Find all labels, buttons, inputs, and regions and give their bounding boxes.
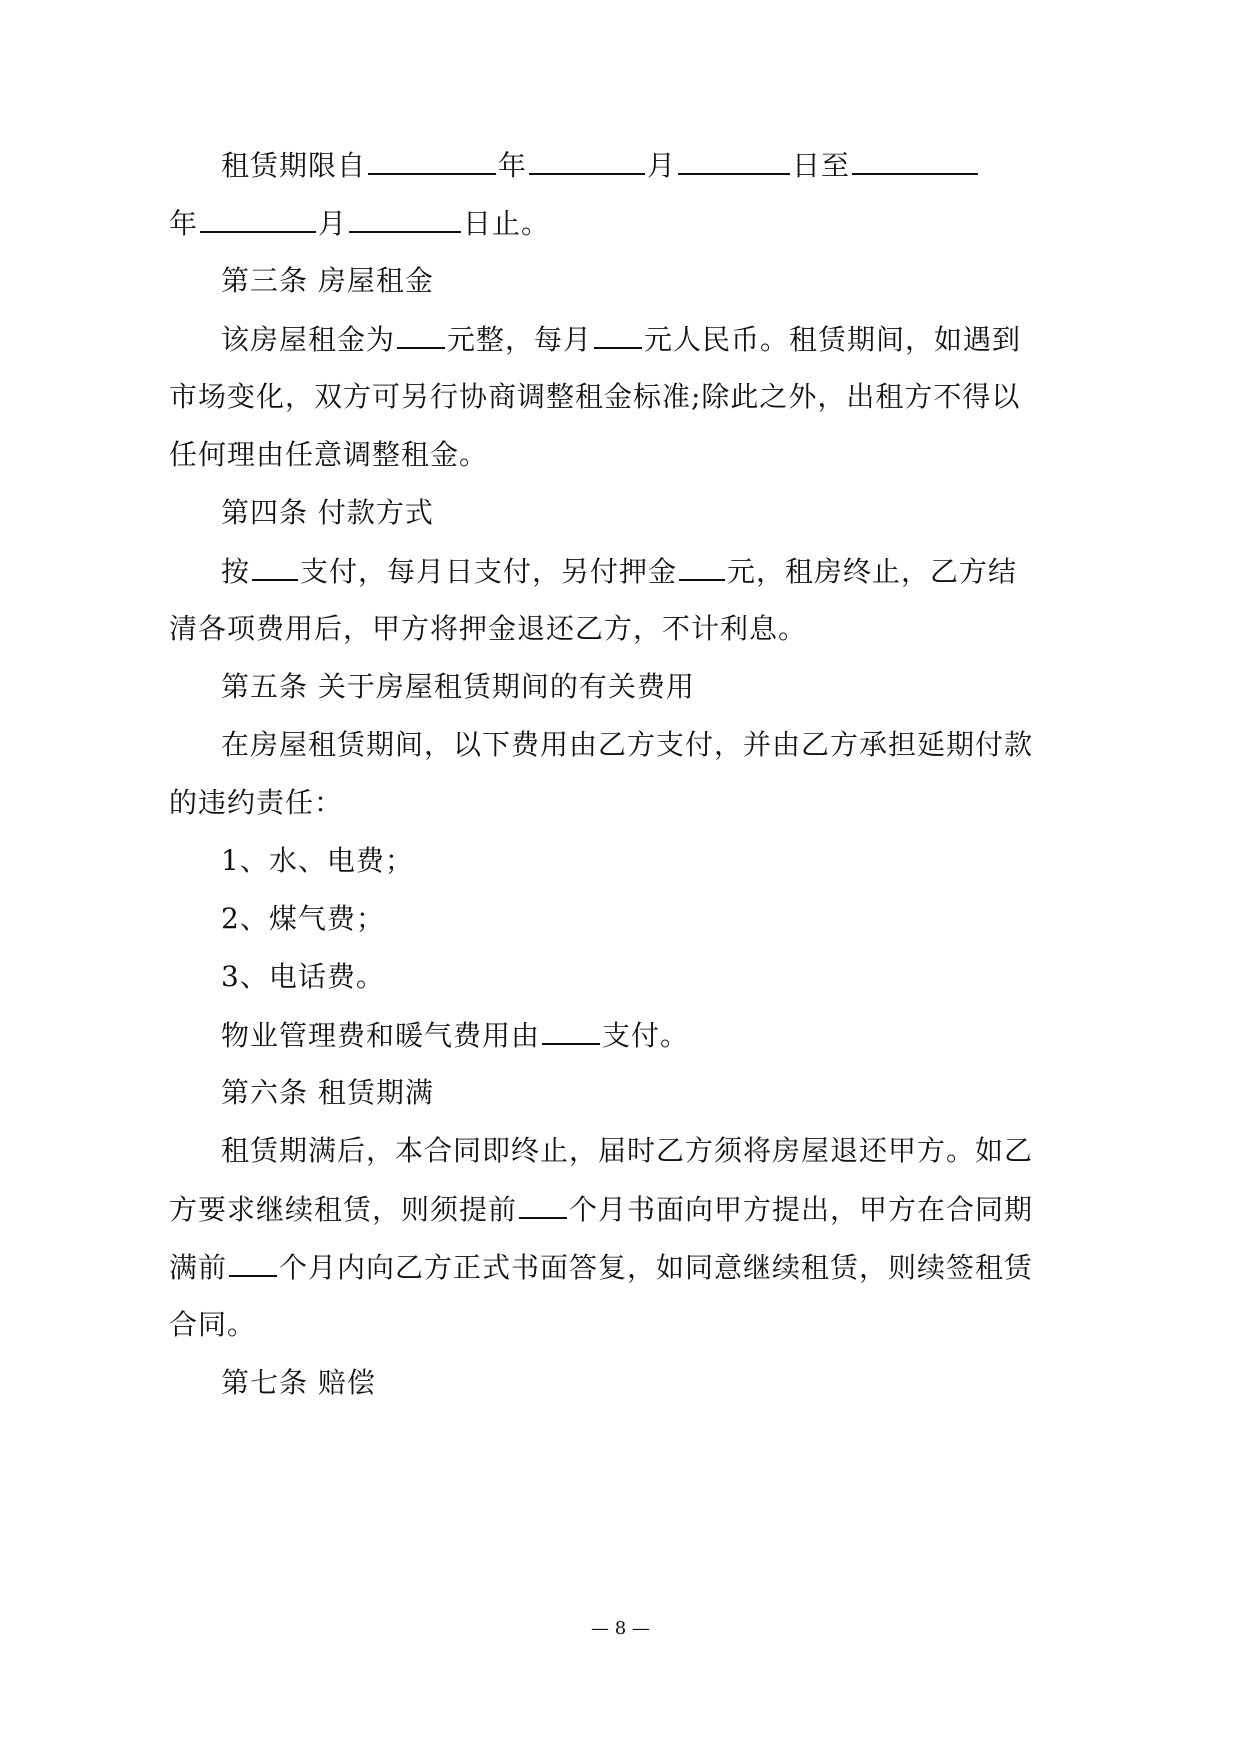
rent-line-2 bbox=[169, 377, 1020, 417]
text-segment: 元，租房终止，乙方结 bbox=[727, 555, 1018, 588]
blank-field bbox=[529, 145, 645, 175]
text-segment: 方要求继续租赁，则须提前 bbox=[169, 1193, 518, 1226]
article-7-heading bbox=[221, 1363, 376, 1403]
text-segment: 年 bbox=[169, 207, 199, 240]
text-segment: 物业管理费和暖气费用由 bbox=[221, 1019, 541, 1052]
blank-field bbox=[679, 551, 725, 581]
article-6-heading bbox=[221, 1073, 434, 1113]
expiry-line-1 bbox=[221, 1131, 1033, 1171]
article-4-heading bbox=[221, 493, 434, 533]
fees-line-1 bbox=[221, 725, 1033, 765]
blank-field bbox=[349, 203, 461, 233]
heading-text: 第三条 房屋租金 bbox=[221, 264, 434, 297]
text-segment: 月 bbox=[647, 149, 677, 182]
blank-field bbox=[852, 145, 978, 175]
lease-term-line-1 bbox=[221, 145, 980, 185]
text-segment: 元人民币。租赁期间，如遇到 bbox=[644, 323, 1022, 356]
text-segment: 的违约责任： bbox=[169, 786, 344, 819]
list-item: 2、煤气费； bbox=[221, 902, 385, 935]
heading-text: 第七条 赔偿 bbox=[221, 1366, 376, 1399]
text-segment: 月 bbox=[318, 207, 348, 240]
blank-field bbox=[229, 1247, 277, 1277]
blank-field bbox=[252, 551, 298, 581]
blank-field bbox=[200, 203, 316, 233]
text-segment: 日止。 bbox=[463, 207, 551, 240]
text-segment: 个月书面向甲方提出，甲方在合同期 bbox=[569, 1193, 1034, 1226]
heading-text: 第六条 租赁期满 bbox=[221, 1076, 434, 1109]
text-segment: 元整，每月 bbox=[447, 323, 593, 356]
expiry-line-2 bbox=[169, 1189, 1033, 1229]
text-segment: 支付，每月日支付，另付押金 bbox=[300, 555, 678, 588]
rent-line-1 bbox=[221, 319, 1021, 359]
fee-item-2 bbox=[221, 899, 385, 939]
text-segment: 个月内向乙方正式书面答复，如同意继续租赁，则续签租赁 bbox=[279, 1251, 1034, 1284]
text-segment: 支付。 bbox=[602, 1019, 690, 1052]
payment-line-1 bbox=[221, 551, 1017, 591]
heading-text: 第四条 付款方式 bbox=[221, 496, 434, 529]
blank-field bbox=[397, 319, 445, 349]
blank-field bbox=[678, 145, 790, 175]
blank-field bbox=[594, 319, 642, 349]
expiry-line-3 bbox=[169, 1247, 1033, 1287]
rent-line-3 bbox=[169, 435, 488, 475]
text-segment: 清各项费用后，甲方将押金退还乙方，不计利息。 bbox=[169, 612, 808, 645]
lease-term-line-2 bbox=[169, 203, 550, 243]
text-segment: 合同。 bbox=[169, 1308, 257, 1341]
text-segment: 满前 bbox=[169, 1251, 228, 1284]
text-segment: 任何理由任意调整租金。 bbox=[169, 438, 489, 471]
text-segment: 年 bbox=[498, 149, 528, 182]
page-number: — 8 — bbox=[591, 1618, 650, 1639]
text-segment: 该房屋租金为 bbox=[221, 323, 396, 356]
text-segment: 租赁期限自 bbox=[221, 149, 367, 182]
fee-item-3 bbox=[221, 957, 385, 997]
list-item: 1、水、电费； bbox=[221, 844, 414, 877]
payment-line-2 bbox=[169, 609, 807, 649]
blank-field bbox=[519, 1189, 567, 1219]
fees-line-2 bbox=[169, 783, 343, 823]
text-segment: 市场变化，双方可另行协商调整租金标准;除此之外，出租方不得以 bbox=[169, 380, 1021, 413]
text-segment: 日至 bbox=[792, 149, 851, 182]
property-fee-line bbox=[221, 1015, 689, 1055]
blank-field bbox=[542, 1015, 600, 1045]
text-segment: 按 bbox=[221, 555, 251, 588]
heading-text: 第五条 关于房屋租赁期间的有关费用 bbox=[221, 670, 695, 703]
text-segment: 在房屋租赁期间，以下费用由乙方支付，并由乙方承担延期付款 bbox=[221, 728, 1034, 761]
article-5-heading bbox=[221, 667, 695, 707]
text-segment: 租赁期满后，本合同即终止，届时乙方须将房屋退还甲方。如乙 bbox=[221, 1134, 1034, 1167]
fee-item-1 bbox=[221, 841, 414, 881]
expiry-line-4 bbox=[169, 1305, 256, 1345]
blank-field bbox=[368, 145, 496, 175]
article-3-heading bbox=[221, 261, 434, 301]
list-item: 3、电话费。 bbox=[221, 960, 385, 993]
